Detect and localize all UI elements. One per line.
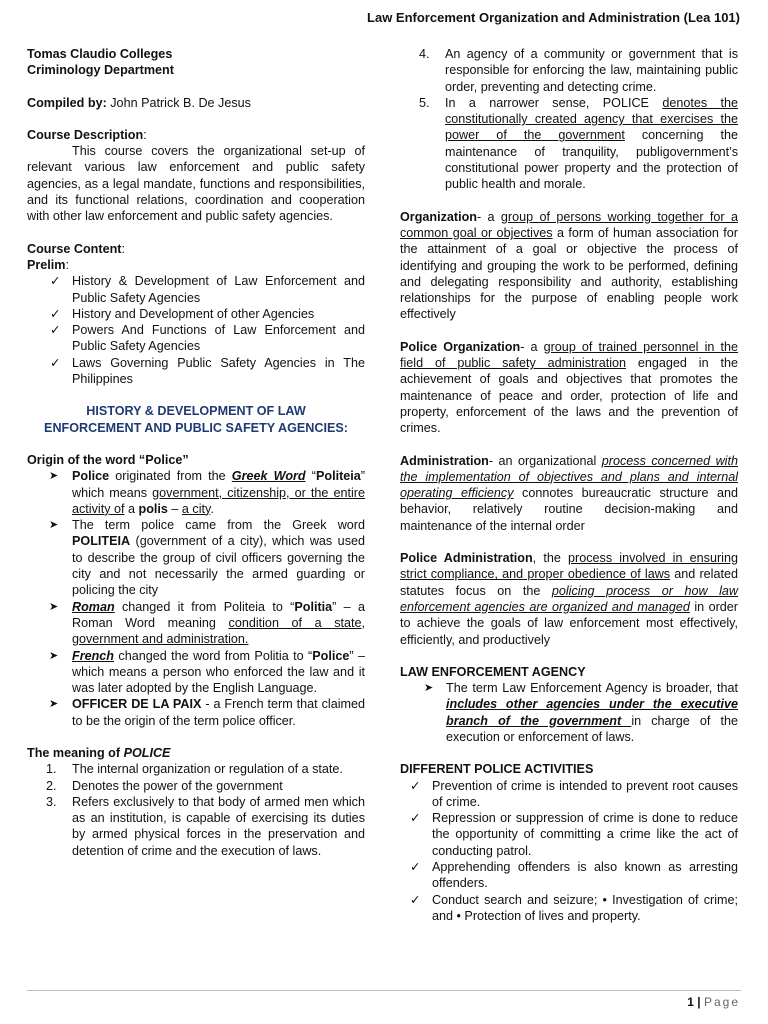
list-item (400, 778, 738, 811)
meaning-list-continued (400, 46, 738, 193)
organization-definition (400, 209, 738, 323)
text-span: In a narrower sense, POLICE (445, 95, 663, 110)
text-police: Police (72, 469, 110, 484)
list-number: 2. (46, 778, 57, 793)
list-item (400, 680, 738, 745)
list-item-text: Powers And Functions of Law Enforcement and Public Safety Agencies (72, 323, 365, 354)
text-span: - a French term that claimed to be the origin of the term police officer. (72, 697, 365, 728)
text-underlined: government, citizenship, or the entire activity of (72, 485, 366, 516)
text-span: – (167, 501, 182, 516)
arrow-bullet-icon: ➤ (424, 682, 434, 695)
text-politia: Politia (294, 599, 333, 614)
text-underlined: group of persons working together for a common goal or objectives (400, 209, 738, 240)
compiled-by (27, 95, 365, 111)
meaning-list (27, 761, 365, 859)
term-administration: Administration (400, 453, 489, 468)
text-span: concerning the maintenance of tranquility, publigovernment’s constitutional power property and the protection of public health and morale. (445, 128, 738, 192)
text-span: (government of a city), which was used to describe the group of civil officers governing the city and not necessarily the armed guarding or policing the city (72, 534, 365, 598)
text-span: connotes bureaucratic structure and behavior, relatively routine decision-making and maintenance of the internal order (400, 486, 738, 533)
police-organization-definition (400, 339, 738, 437)
college-name: Tomas Claudio Colleges (27, 47, 173, 61)
text-span: changed it from Politeia to “ (114, 599, 295, 614)
text-span: The term police came from the Greek word (72, 518, 365, 533)
list-item (400, 859, 738, 892)
prelim-list (27, 273, 365, 387)
text-span: - a (520, 339, 544, 354)
list-item (27, 273, 365, 306)
text-underlined: denotes the constitutionally created agency that exercises the power of the government (445, 95, 738, 143)
footer-divider (27, 990, 741, 991)
police-activities-heading: DIFFERENT POLICE ACTIVITIES (400, 762, 594, 777)
list-item (27, 648, 365, 697)
list-item-text: History and Development of other Agencies (72, 306, 315, 321)
text-span: ” – a Roman Word meaning (72, 599, 365, 630)
text-span: - a (476, 209, 501, 224)
text-underlined: condition of a state, government and administration. (72, 615, 366, 647)
list-number: 3. (46, 794, 57, 809)
text-span: “ (305, 469, 316, 484)
list-number: 4. (419, 47, 430, 61)
origin-list (27, 468, 365, 729)
course-description-heading: Course Description: (27, 127, 147, 142)
arrow-bullet-icon: ➤ (49, 600, 59, 613)
term-police-organization: Police Organization (400, 339, 521, 354)
page-label: Page (703, 995, 740, 1009)
list-item (400, 892, 738, 925)
list-item (27, 778, 365, 794)
checkmark-icon: ✓ (410, 860, 421, 875)
text-officer-de-la-paix: OFFICER DE LA PAIX (72, 697, 202, 712)
list-item-text: Denotes the power of the government (72, 778, 283, 793)
meaning-word: POLICE (123, 745, 171, 760)
list-number: 5. (419, 95, 430, 110)
term-organization: Organization (400, 209, 477, 224)
police-activities-list (400, 778, 738, 925)
text-span: originated from the (109, 469, 232, 484)
list-item-text: The internal organization or regulation of a state. (72, 762, 343, 777)
checkmark-icon: ✓ (50, 306, 61, 321)
list-item (27, 322, 365, 355)
text-span: and related statutes focus on the (400, 567, 738, 598)
text-span: a (124, 501, 139, 516)
course-description-text: This course covers the organizational set-up of relevant various law enforcement and public safety agencies, as a legal mandate, functions and responsibilities, and its functional relations, coordination and cooperation with other law enforcement and public safety agencies. (27, 144, 365, 224)
text-police: Police (312, 648, 350, 663)
list-number: 1. (46, 762, 57, 777)
compiled-name: John Patrick B. De Jesus (106, 95, 251, 110)
text-politeia: Politeia (316, 469, 361, 484)
footer-separator: | (693, 995, 704, 1009)
compiled-label: Compiled by: (27, 95, 107, 110)
text-span: The term Law Enforcement Agency is broader, that (446, 681, 738, 696)
text-underlined-italic: policing process or how law enforcement agencies are organized and managed (400, 583, 738, 614)
police-administration-definition (400, 550, 738, 648)
prelim-heading: Prelim: (27, 257, 70, 272)
text-span: engaged in the achievement of goals and objectives that promotes the maintenance of peace and order, protection of life and property, enforcement of the laws and the prevention of crimes. (400, 356, 738, 436)
right-column (400, 46, 738, 924)
list-item (400, 46, 738, 95)
page-header: Law Enforcement Organization and Administration (Lea 101) (367, 10, 740, 25)
list-item-text: Apprehending offenders is also known as arresting offenders. (432, 860, 738, 891)
list-item (400, 95, 738, 193)
text-span: - an organizational (488, 453, 602, 468)
list-item-text: History & Development of Law Enforcement and Public Safety Agencies (72, 274, 365, 305)
text-span: . (210, 501, 214, 516)
list-item (27, 306, 365, 322)
checkmark-icon: ✓ (50, 323, 61, 338)
arrow-bullet-icon: ➤ (49, 519, 59, 532)
origin-heading: Origin of the word “Police” (27, 452, 189, 467)
list-item (27, 599, 365, 648)
list-item (27, 794, 365, 859)
text-emphasis: includes other agencies under the executive branch of the government (446, 697, 738, 728)
list-item-text: An agency of a community or government that is responsible for enforcing the law, maintaining public order, preventing and detecting crime. (445, 47, 738, 94)
course-content-label: Course Content (27, 241, 122, 256)
list-item-text: Laws Governing Public Safety Agencies in The Philippines (72, 355, 365, 387)
list-item (27, 355, 365, 388)
arrow-bullet-icon: ➤ (49, 649, 59, 662)
list-item-text: Repression or suppression of crime is done to reduce the opportunity of committing a crime like the act of conducting patrol. (432, 811, 738, 858)
law-enforcement-agency-heading: LAW ENFORCEMENT AGENCY (400, 664, 586, 679)
administration-definition (400, 453, 738, 534)
checkmark-icon: ✓ (410, 811, 421, 826)
checkmark-icon: ✓ (50, 355, 61, 370)
text-span: ” – which means a person who enforced the law and it was later adopted by the English Language. (72, 648, 365, 696)
text-polis: polis (138, 501, 168, 516)
department-name: Criminology Department (27, 63, 174, 78)
text-a-city: a city (181, 501, 211, 516)
checkmark-icon: ✓ (410, 778, 421, 793)
arrow-bullet-icon: ➤ (49, 470, 59, 483)
text-span: , the (532, 551, 569, 566)
text-span: in charge of the execution or enforcement of laws. (446, 713, 738, 744)
list-item-text: Prevention of crime is intended to prevent root causes of crime. (432, 778, 738, 809)
text-span: ” which means (72, 469, 365, 500)
list-item (27, 761, 365, 777)
meaning-label: The meaning of (27, 745, 124, 760)
term-police-administration: Police Administration (400, 551, 533, 566)
course-description-label: Course Description (27, 127, 144, 142)
list-item-text: Conduct search and seizure; • Investigation of crime; and • Protection of lives and property. (432, 892, 738, 923)
text-greek-word: Greek Word (231, 469, 306, 484)
list-item (27, 468, 365, 517)
course-content-heading: Course Content: (27, 241, 125, 256)
text-underlined: process involved in ensuring strict compliance, and proper obedience of laws (400, 551, 738, 582)
page-footer (687, 994, 740, 1010)
text-roman: Roman (72, 599, 115, 614)
text-underlined-italic: process concerned with the implementation of objectives and plans and internal operating efficiency (400, 453, 738, 501)
checkmark-icon: ✓ (50, 274, 61, 289)
list-item (27, 517, 365, 598)
text-span: a form of human association for the attainment of a goal or objective the process of identifying and grouping the work to be performed, defining and delegating responsibility and authority, establishing relationships for the purpose of enabling people work effectively (400, 225, 738, 322)
arrow-bullet-icon: ➤ (49, 698, 59, 711)
page-number: 1 (687, 995, 694, 1009)
text-span: changed the word from Politia to “ (114, 648, 313, 663)
checkmark-icon: ✓ (410, 892, 421, 907)
text-span: in order to achieve the goals of law enforcement most effectively, efficiently, and productively (400, 599, 738, 647)
text-french: French (72, 648, 114, 663)
prelim-label: Prelim (27, 257, 66, 272)
history-heading-line-1: HISTORY & DEVELOPMENT OF LAW (86, 404, 306, 419)
list-item (27, 696, 365, 729)
meaning-heading (27, 745, 365, 761)
list-item (400, 810, 738, 859)
list-item-text: Refers exclusively to that body of armed men which as an institution, is capable of exercising its duties by armed physical forces in the preservation and detention of crime and the execution of laws. (72, 794, 365, 858)
history-heading-line-2: ENFORCEMENT AND PUBLIC SAFETY AGENCIES: (44, 420, 348, 435)
left-column (27, 46, 365, 859)
text-underlined: group of trained personnel in the field of public safety administration (400, 339, 739, 371)
text-politeia-caps: POLITEIA (72, 534, 131, 549)
law-enforcement-agency-list (400, 680, 738, 745)
